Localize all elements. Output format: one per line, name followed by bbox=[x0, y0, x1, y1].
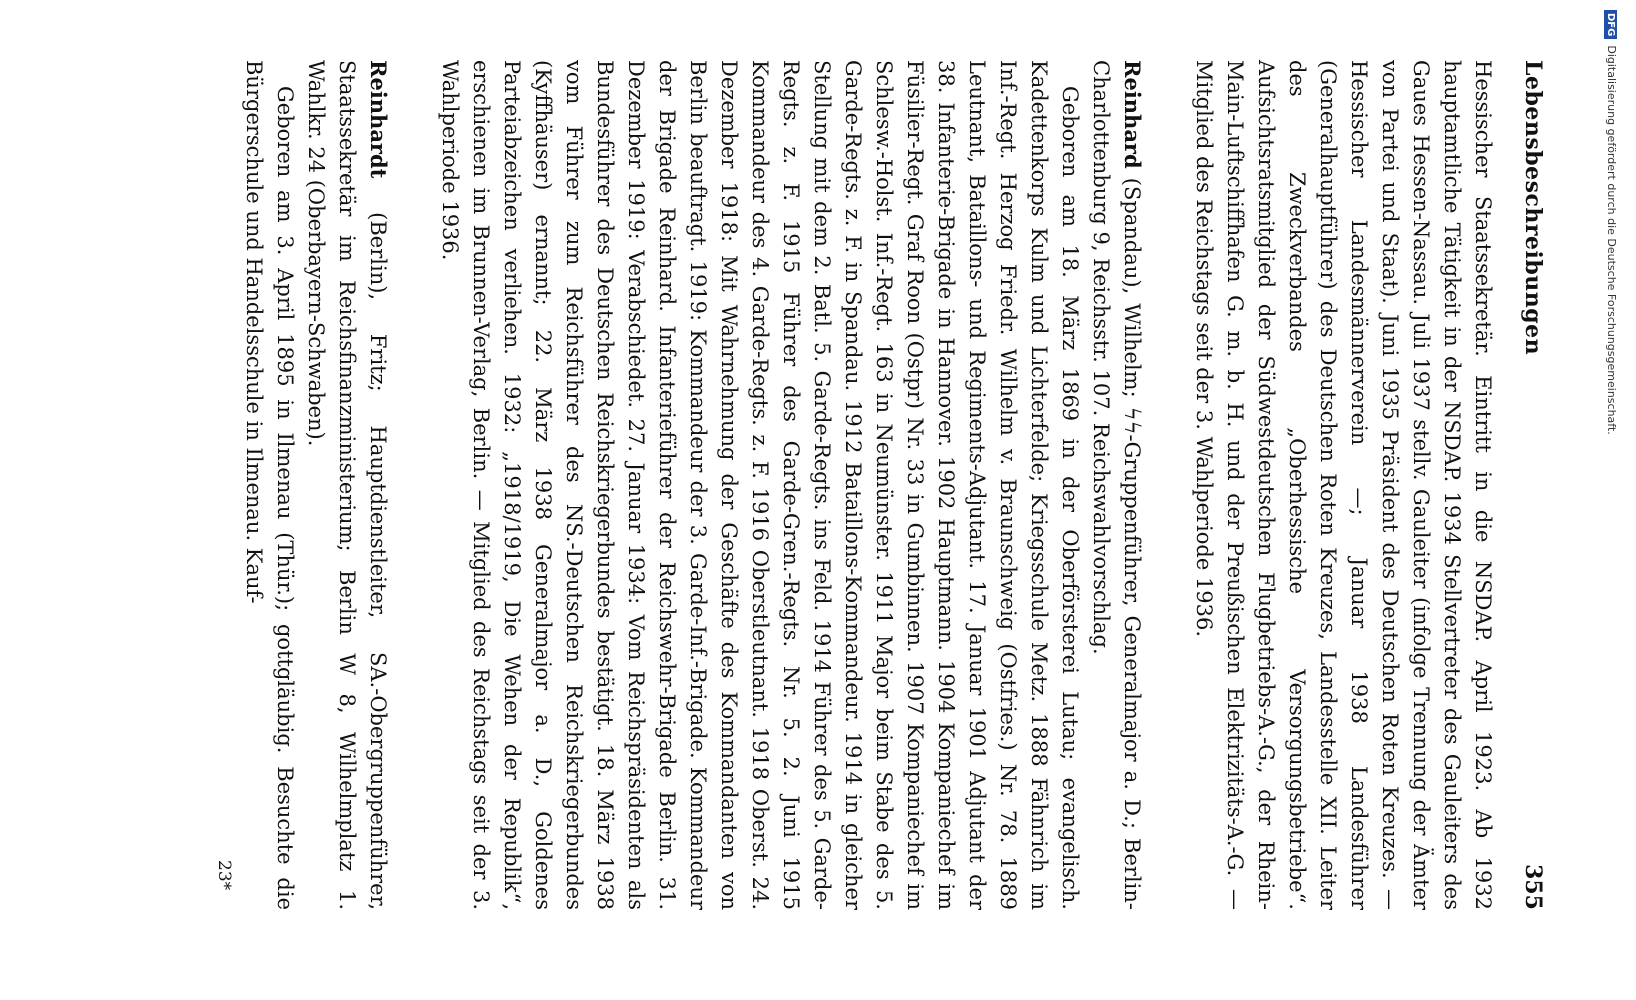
page-number: 355 bbox=[1520, 864, 1546, 910]
entry-reinhardt-body: Geboren am 3. April 1895 in Ilmenau (Thür.); gottgläubig. Besuchte die Bürgerschule und Handelsschule in Ilmenau. Kauf- bbox=[242, 60, 297, 910]
watermark-caption: Digitalisierung gefördert durch die Deutsche Forschungsgemeinschaft. bbox=[1605, 45, 1618, 435]
signature-mark: 23* bbox=[214, 860, 234, 891]
entry-intro: (Berlin), Fritz; Hauptdienstleiter, SA.-Obergruppenführer, Staatssekretär im Reichsfinanzministerium; Berlin W 8, Wilhelmplatz 1. Wahlkr. 24 (Oberbayern-Schwaben). bbox=[304, 60, 390, 910]
page-header bbox=[1498, 60, 1560, 910]
running-title: Lebensbeschreibungen bbox=[1520, 60, 1546, 356]
entry-reinhard-body: Geboren am 18. März 1869 in der Oberförsterei Lutau; evangelisch. Kadettenkorps Kulm und Lichterfelde; Kriegsschule Metz. 1888 Fähnrich im Inf.-Regt. Herzog Friedr. Wilhelm v. Braunschweig (Ostfries.) Nr. 78. 1889 Leutnant, Bataillons- und Regiments-Adjutant. 17. Januar 1901 Adjutant der 38. Infanterie-Brigade in Hannover. 1902 Hauptmann. 1904 Kompaniechef im Füsilier-Regt. Graf Roon (Ostpr) Nr. 33 in Gumbinnen. 1907 Kompaniechef im Schlesw.-Holst. Inf.-Regt. 163 in Neumünster. 1911 Major beim Stabe des 5. Garde-Regts. z. F. in Spandau. 1912 Bataillons-Kommandeur. 1914 in gleicher Stellung mit dem 2. Batl. 5. Garde-Regts. ins Feld. 1914 Führer des 5. Garde-Regts. z. F. 1915 Führer des Garde-Gren.-Regts. Nr. 5. 2. Juni 1915 Kommandeur des 4. Garde-Regts. z. F. 1916 Oberstleutnant. 1918 Oberst. 24. Dezember 1918: Mit Wahrnehmung der Geschäfte des Kommandanten von Berlin beauftragt. 1919: Kommandeur der 3. Garde-Inf.-Brigade. Kommandeur der Brigade Reinhard. Infanterieführer der Reichswehr-Brigade Berlin. 31. Dezember 1919: Verabschiedet. 27. Januar 1934: Vom Reichspräsidenten als Bundesführer des Deutschen Reichskriegerbundes bestätigt. 18. März 1938 vom Führer zum Reichsführer des NS.-Deutschen Reichskriegerbundes (Kyffhäuser) ernannt; 22. März 1938 Generalmajor a. D., Goldenes Parteiabzeichen verliehen. 1932: „1918/1919, Die Wehen der Republik“, erschienen im Brunnen-Verlag, Berlin. — Mitglied des Reichstags seit der 3. Wahlperiode 1936. bbox=[438, 60, 1082, 910]
entry-name: Reinhardt bbox=[366, 60, 391, 179]
entry-reinhard-heading bbox=[1085, 60, 1148, 910]
page-footer bbox=[214, 60, 234, 910]
entry-continuation: Hessischer Staatssekretär. Eintritt in die NSDAP. April 1923. Ab 1932 hauptamtliche Tätigkeit in der NSDAP. 1934 Stellvertreter des Gauleiters des Gaues Hessen-Nassau. Juli 1937 stellv. Gauleiter (infolge Trennung der Ämter von Partei und Staat). Juni 1935 Präsident des Deutschen Roten Kreuzes. — Hessischer Landesmännerverein —; Januar 1938 Landesführer (Generalhauptführer) des Deutschen Roten Kreuzes, Landesstelle XII. Leiter des Zweckverbandes „Oberhessische Versorgungsbetriebe“. Aufsichtsratsmitglied der Südwestdeutschen Flugbetriebs-A.-G., der Rhein-Main-Luftschiffhafen G. m. b. H. und der Preußischen Elektrizitäts-A.-G. — Mitglied des Reichstags seit der 3. Wahlperiode 1936. bbox=[1192, 60, 1495, 910]
entry-separator bbox=[1148, 60, 1188, 910]
entry-name: Reinhard bbox=[1120, 60, 1145, 169]
document-page bbox=[60, 40, 1560, 940]
entry-separator bbox=[394, 60, 434, 910]
dfg-logo: DFG bbox=[1604, 10, 1617, 39]
digitization-watermark bbox=[1566, 0, 1636, 1000]
watermark-text bbox=[1604, 10, 1618, 435]
entry-reinhardt-heading bbox=[300, 60, 394, 910]
entry-intro: (Spandau), Wilhelm; ϟϟ-Gruppenführer, Generalmajor a. D.; Berlin-Charlottenburg 9, Reichsstr. 107. Reichswahlvorschlag. bbox=[1089, 60, 1144, 910]
